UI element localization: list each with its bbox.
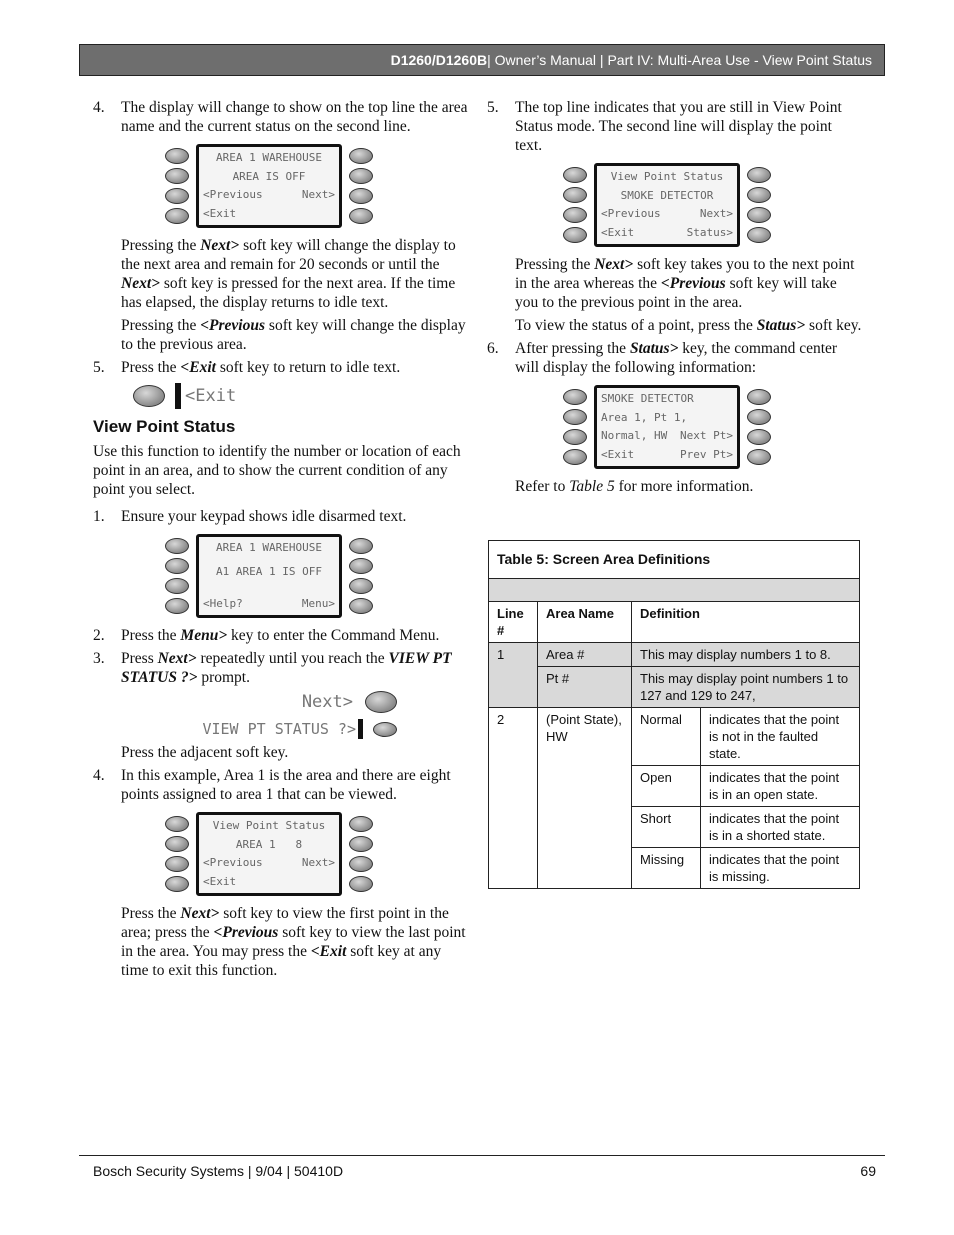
- soft-key-button[interactable]: [373, 722, 397, 737]
- view-pt-status-label: VIEW PT STATUS ?>: [202, 719, 356, 738]
- keypad-display-area: [563, 163, 862, 247]
- header-path: | Owner’s Manual | Part IV: Multi-Area Use - View Point Status: [487, 52, 872, 68]
- soft-key-button[interactable]: [165, 558, 189, 574]
- keypad-display-area: [563, 385, 862, 469]
- table-row: Short indicates that the point is in a shorted state.: [489, 807, 860, 848]
- section-title: View Point Status: [93, 417, 236, 436]
- soft-key-button[interactable]: [165, 836, 189, 852]
- soft-key-button[interactable]: [563, 187, 587, 203]
- soft-key-button[interactable]: [349, 598, 373, 614]
- step-3: 3. Press Next> repeatedly until you reach the VIEW PT STATUS ?> prompt.: [93, 650, 452, 686]
- soft-key-button[interactable]: [349, 188, 373, 204]
- soft-key-button[interactable]: [349, 836, 373, 852]
- soft-key-button[interactable]: [747, 429, 771, 445]
- next-label: Next>: [301, 691, 353, 712]
- table-title: Table 5: Screen Area Definitions: [489, 541, 860, 579]
- paragraph-status-key: To view the status of a point, press the Status> soft key.: [515, 317, 862, 334]
- step-text: The display will change to show on the top line the area name and the current status on the second line.: [121, 99, 468, 135]
- soft-key-button[interactable]: [165, 148, 189, 164]
- exit-key-illustration: [133, 383, 468, 409]
- soft-key-button[interactable]: [747, 187, 771, 203]
- footer-divider: [79, 1155, 885, 1156]
- soft-key-button[interactable]: [349, 538, 373, 554]
- step-2: 2. Press the Menu> key to enter the Command Menu.: [93, 627, 440, 644]
- soft-key-button[interactable]: [349, 578, 373, 594]
- soft-key-button[interactable]: [165, 816, 189, 832]
- step-5-right: 5. The top line indicates that you are still in View Point Status mode. The second line will display the point text.: [487, 99, 842, 154]
- soft-key-button[interactable]: [563, 409, 587, 425]
- soft-key-button[interactable]: [563, 167, 587, 183]
- soft-key-button[interactable]: [747, 227, 771, 243]
- lcd-line-2: AREA IS OFF: [232, 169, 306, 183]
- paragraph-adjacent-key: Press the adjacent soft key.: [121, 744, 289, 761]
- soft-key-button[interactable]: [349, 816, 373, 832]
- table-row: 1 Area # This may display numbers 1 to 8.: [489, 643, 860, 667]
- exit-label: <Exit: [185, 385, 237, 406]
- table-row: Open indicates that the point is in an open state.: [489, 766, 860, 807]
- lcd-line-3-left: <Previous: [203, 188, 263, 202]
- cursor-bar: [175, 383, 181, 409]
- screen-area-definitions-table: [488, 540, 860, 889]
- soft-key-button[interactable]: [165, 876, 189, 892]
- soft-key-button[interactable]: [563, 449, 587, 465]
- table-header-row: [489, 602, 860, 643]
- soft-key-button[interactable]: [563, 389, 587, 405]
- step-4: [93, 98, 468, 136]
- page-number: 69: [860, 1163, 876, 1179]
- right-column: [487, 98, 862, 500]
- soft-key-button[interactable]: [349, 856, 373, 872]
- table-row: Missing indicates that the point is missing.: [489, 848, 860, 889]
- soft-key-button[interactable]: [349, 168, 373, 184]
- step-4-example: 4. In this example, Area 1 is the area and there are eight points assigned to area 1 that can be viewed.: [93, 767, 451, 803]
- step-5: 5. Press the <Exit soft key to return to idle text.: [93, 359, 401, 376]
- step-number: 4.: [93, 99, 105, 116]
- lcd-screen: [196, 144, 342, 228]
- paragraph-refer-table: Refer to Table 5 for more information.: [515, 478, 754, 495]
- header-line: Line #: [489, 602, 538, 643]
- cursor-bar: [358, 719, 363, 739]
- soft-key-button[interactable]: [747, 389, 771, 405]
- soft-key-button[interactable]: [165, 168, 189, 184]
- soft-key-button[interactable]: [349, 208, 373, 224]
- page-header: [79, 44, 885, 76]
- soft-key-button[interactable]: [133, 385, 165, 407]
- right-soft-keys: [349, 148, 373, 224]
- left-column: [93, 98, 468, 984]
- soft-key-button[interactable]: [563, 429, 587, 445]
- product-name: D1260/D1260B: [390, 52, 488, 68]
- soft-key-button[interactable]: [365, 691, 397, 713]
- soft-key-button[interactable]: [165, 598, 189, 614]
- keypad-display-area: [165, 534, 468, 618]
- soft-key-button[interactable]: [747, 409, 771, 425]
- paragraph-next-point: Pressing the Next> soft key takes you to the next point in the area whereas the <Previous soft key will take you to the previous point in the area.: [515, 256, 855, 311]
- keypad-display-area: [165, 812, 468, 896]
- paragraph-next-key: Pressing the Next> soft key will change the display to the next area and remain for 20 seconds or until the Next> soft key is pressed for the next area. If the time has elapsed, the display returns to idle text.: [121, 237, 456, 311]
- lcd-screen: SMOKE DETECTOR Area 1, Pt 1, Normal, HW Next Pt> <Exit Prev Pt>: [594, 385, 740, 469]
- lcd-line-1: AREA 1 WAREHOUSE: [216, 151, 322, 164]
- keypad-display-area: [165, 144, 468, 228]
- lcd-screen: View Point Status SMOKE DETECTOR <Previous Next> <Exit Status>: [594, 163, 740, 247]
- table-row: Pt # This may display point numbers 1 to 127 and 129 to 247,: [489, 667, 860, 708]
- step-6: 6. After pressing the Status> key, the command center will display the following information:: [487, 340, 838, 376]
- lcd-screen: AREA 1 WAREHOUSE A1 AREA 1 IS OFF <Help? Menu>: [196, 534, 342, 618]
- header-definition: Definition: [632, 602, 860, 643]
- soft-key-button[interactable]: [349, 876, 373, 892]
- paragraph-navigate-points: Press the Next> soft key to view the first point in the area; press the <Previous soft key to view the last point in the area. You may press the <Exit soft key at any time to exit this function.: [121, 905, 466, 979]
- step-1: 1. Ensure your keypad shows idle disarmed text.: [93, 508, 407, 525]
- paragraph-previous-key: Pressing the <Previous soft key will change the display to the previous area.: [121, 317, 466, 353]
- soft-key-button[interactable]: [165, 208, 189, 224]
- lcd-line-3-right: Next>: [301, 188, 335, 202]
- soft-key-button[interactable]: [747, 449, 771, 465]
- soft-key-button[interactable]: [563, 207, 587, 223]
- left-soft-keys: [165, 148, 189, 224]
- soft-key-button[interactable]: [165, 856, 189, 872]
- section-intro: Use this function to identify the number or location of each point in an area, and to show the current condition of any point you select.: [93, 443, 461, 498]
- lcd-line-4-left: <Exit: [203, 206, 237, 220]
- table-spacer-row: [489, 579, 860, 602]
- view-pt-status-illustration: [93, 691, 468, 739]
- soft-key-button[interactable]: [349, 148, 373, 164]
- lcd-screen: View Point Status AREA 1 8 <Previous Next> <Exit: [196, 812, 342, 896]
- soft-key-button[interactable]: [165, 578, 189, 594]
- soft-key-button[interactable]: [563, 227, 587, 243]
- soft-key-button[interactable]: [747, 167, 771, 183]
- table-row: 2 (Point State), HW Normal indicates that the point is not in the faulted state.: [489, 708, 860, 766]
- soft-key-button[interactable]: [165, 538, 189, 554]
- soft-key-button[interactable]: [165, 188, 189, 204]
- footer-publisher: Bosch Security Systems | 9/04 | 50410D: [93, 1163, 344, 1179]
- soft-key-button[interactable]: [747, 207, 771, 223]
- header-area-name: Area Name: [538, 602, 632, 643]
- soft-key-button[interactable]: [349, 558, 373, 574]
